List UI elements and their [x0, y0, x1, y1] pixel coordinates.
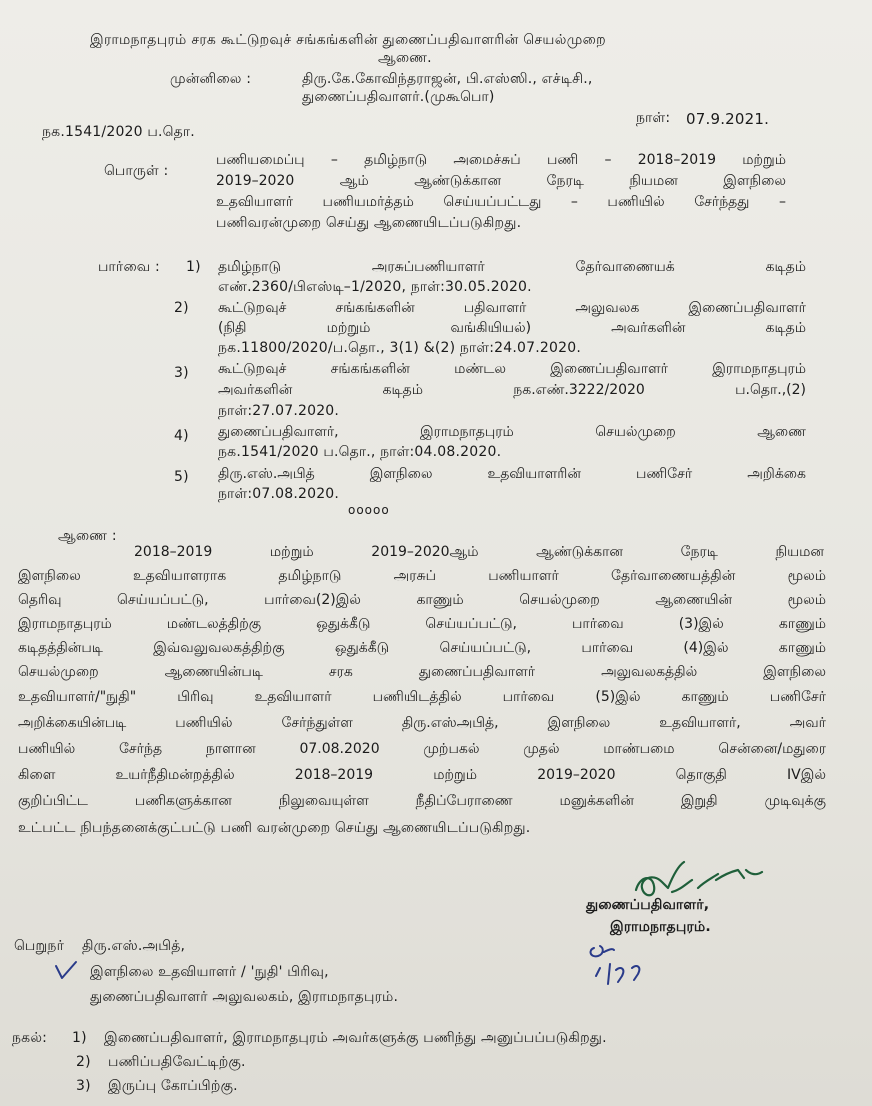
initials-mark — [582, 940, 662, 990]
presiding-designation: துணைப்பதிவாளர்.(முகூபொ) — [302, 89, 495, 105]
copy-item-number: 1) — [72, 1030, 87, 1046]
reference-line: திரு.எஸ்.அபித் இளநிலை உதவியாளரின் பணிசேர் அறிக்கை — [218, 466, 806, 482]
document-title-line2: ஆணை. — [378, 50, 432, 66]
reference-number-5: 5) — [174, 469, 189, 485]
recipient-label: பெறுநர் — [14, 938, 65, 954]
copy-item-text: இருப்பு கோப்பிற்கு. — [108, 1078, 238, 1094]
reference-number-4: 4) — [174, 428, 189, 444]
reference-line: நக.11800/2020/ப.தொ., 3(1) &(2) நாள்:24.07.2020. — [218, 340, 581, 356]
reference-line: (நிதி மற்றும் வங்கியியல்) அவர்களின் கடிதம் — [218, 320, 806, 336]
copy-item-number: 2) — [76, 1054, 91, 1070]
reference-line: துணைப்பதிவாளர், இராமநாதபுரம் செயல்முறை ஆணை — [218, 424, 806, 440]
reference-line: எண்.2360/பிஎஸ்டி–1/2020, நாள்:30.05.2020. — [218, 279, 532, 295]
presiding-label: முன்னிலை : — [170, 71, 252, 87]
copy-item-text: பணிப்பதிவேட்டிற்கு. — [108, 1054, 246, 1070]
subject-line: உதவியாளர் பணியமர்த்தம் செய்யப்பட்டது – பணியில் சேர்ந்தது – — [216, 194, 786, 210]
subject-line: பணியமைப்பு – தமிழ்நாடு அமைச்சுப் பணி – 2018–2019 மற்றும் — [216, 152, 786, 168]
reference-line: கூட்டுறவுச் சங்கங்களின் மண்டல இணைப்பதிவாளர் இராமநாதபுரம் — [218, 361, 806, 377]
reference-line: நாள்:07.08.2020. — [218, 486, 340, 502]
order-line: தெரிவு செய்யப்பட்டு, பார்வை(2)இல் காணும் செயல்முறை ஆணையின் மூலம் — [18, 592, 826, 608]
order-line: கடிதத்தின்படி இவ்வலுவலகத்திற்கு ஒதுக்கீடு செய்யப்பட்டு, பார்வை (4)இல் காணும் — [18, 640, 826, 656]
signatory-designation: துணைப்பதிவாளர், — [586, 897, 710, 913]
order-line: இராமநாதபுரம் மண்டலத்திற்கு ஒதுக்கீடு செய்யப்பட்டு, பார்வை (3)இல் காணும் — [18, 616, 826, 632]
signatory-place: இராமநாதபுரம். — [610, 919, 711, 935]
order-label: ஆணை : — [58, 528, 117, 544]
copy-item-text: இணைப்பதிவாளர், இராமநாதபுரம் அவர்களுக்கு பணிந்து அனுப்பப்படுகிறது. — [104, 1030, 607, 1046]
date-label: நாள்: — [636, 110, 671, 126]
recipient-line: இளநிலை உதவியாளர் / 'நுதி' பிரிவு, — [90, 964, 329, 980]
order-line: உட்பட்ட நிபந்தனைக்குட்பட்டு பணி வரன்முறை செய்து ஆணையிடப்படுகிறது. — [18, 820, 531, 836]
section-divider: ooooo — [348, 503, 390, 517]
order-line: பணியில் சேர்ந்த நாளான 07.08.2020 முற்பகல் முதல் மாண்பமை சென்னை/மதுரை — [18, 741, 826, 757]
reference-line: நக.1541/2020 ப.தொ., நாள்:04.08.2020. — [218, 444, 502, 460]
copy-label: நகல்: — [12, 1030, 48, 1046]
order-line: உதவியாளர்/"நுதி" பிரிவு உதவியாளர் பணியிடத்தில் பார்வை (5)இல் காணும் பணிசேர் — [18, 689, 826, 705]
order-line: இளநிலை உதவியாளராக தமிழ்நாடு அரசுப் பணியாளர் தேர்வாணையத்தின் மூலம் — [18, 568, 826, 584]
order-line: 2018–2019 மற்றும் 2019–2020ஆம் ஆண்டுக்கான நேரடி நியமன — [134, 544, 824, 560]
reference-number-1: 1) — [186, 259, 201, 275]
order-line: கிளை உயர்நீதிமன்றத்தில் 2018–2019 மற்றும் 2019–2020 தொகுதி IVஇல் — [18, 767, 826, 783]
date-value: 07.9.2021. — [686, 110, 770, 128]
recipient-line: திரு.எஸ்.அபித், — [82, 938, 186, 954]
presiding-name: திரு.கே.கோவிந்தராஜன், பி.எஸ்ஸி., எச்டிசி., — [302, 71, 593, 87]
recipient-line: துணைப்பதிவாளர் அலுவலகம், இராமநாதபுரம். — [90, 989, 399, 1005]
subject-label: பொருள் : — [104, 163, 169, 179]
tick-mark-icon — [52, 960, 80, 984]
subject-line: 2019–2020 ஆம் ஆண்டுக்கான நேரடி நியமன இளநிலை — [216, 173, 786, 189]
reference-number-3: 3) — [174, 365, 189, 381]
order-line: அறிக்கையின்படி பணியில் சேர்ந்துள்ள திரு.எஸ்அபித், இளநிலை உதவியாளர், அவர் — [18, 715, 826, 731]
reference-line: அவர்களின் கடிதம் நக.எண்.3222/2020 ப.தொ.,(2) — [218, 382, 806, 398]
reference-line: தமிழ்நாடு அரசுப்பணியாளர் தேர்வாணையக் கடிதம் — [218, 259, 806, 275]
order-line: செயல்முறை ஆணையின்படி சரக துணைப்பதிவாளர் அலுவலகத்தில் இளநிலை — [18, 664, 826, 680]
order-line: குறிப்பிட்ட பணிகளுக்கான நிலுவையுள்ள நீதிப்பேராணை மனுக்களின் இறுதி முடிவுக்கு — [18, 793, 826, 809]
document-title-line1: இராமநாதபுரம் சரக கூட்டுறவுச் சங்கங்களின் துணைப்பதிவாளரின் செயல்முறை — [90, 32, 606, 48]
reference-line: கூட்டுறவுச் சங்கங்களின் பதிவாளர் அலுவலக இணைப்பதிவாளர் — [218, 300, 806, 316]
reference-line: நாள்:27.07.2020. — [218, 403, 340, 419]
reference-number-2: 2) — [174, 300, 189, 316]
subject-line: பணிவரன்முறை செய்து ஆணையிடப்படுகிறது. — [216, 215, 522, 231]
references-label: பார்வை : — [98, 259, 160, 275]
reference-number: நக.1541/2020 ப.தொ. — [42, 124, 195, 140]
copy-item-number: 3) — [76, 1078, 91, 1094]
